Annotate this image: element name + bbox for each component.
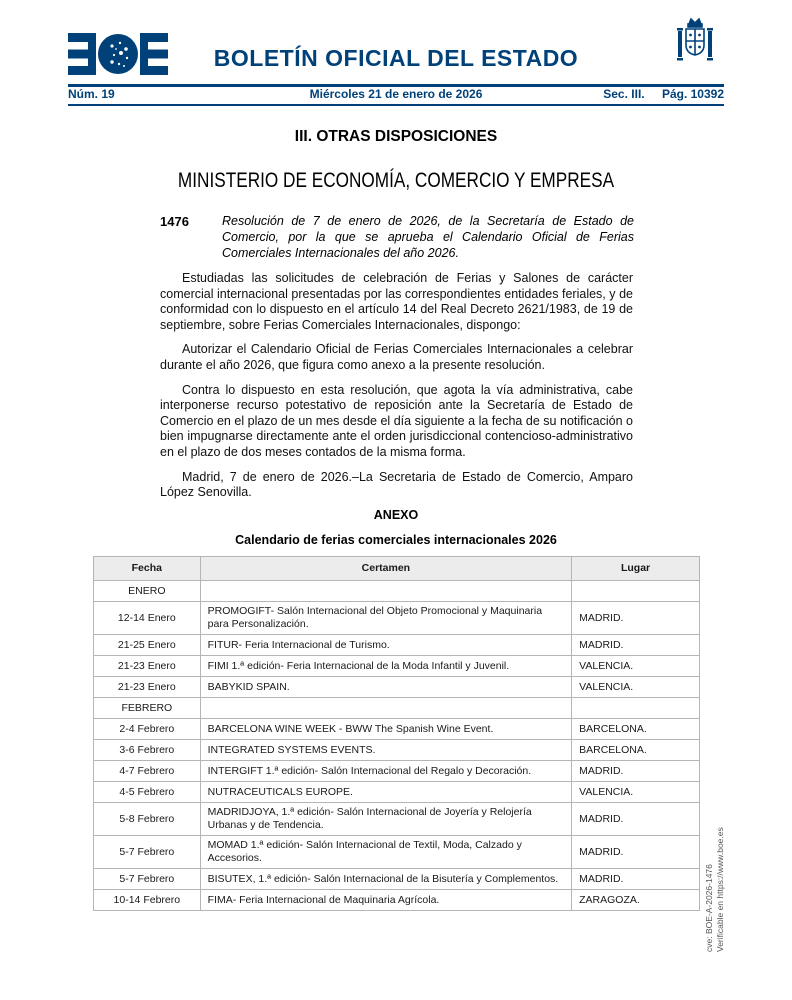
table-row	[94, 761, 700, 782]
cell-lugar: MADRID.	[572, 761, 700, 782]
cell-lugar: MADRID.	[572, 869, 700, 890]
cell-fecha: 3-6 Febrero	[94, 740, 201, 761]
cell-fecha: 5-8 Febrero	[94, 803, 201, 836]
page-ref: Pág. 10392	[661, 87, 724, 101]
cell-certamen	[200, 698, 571, 719]
annex-subtitle: Calendario de ferias comerciales internacionales 2026	[235, 533, 557, 547]
cell-lugar	[572, 698, 700, 719]
section-title: III. OTRAS DISPOSICIONES	[294, 128, 498, 145]
fairs-calendar-table	[93, 556, 700, 911]
cell-certamen: BISUTEX, 1.ª edición- Salón Internacional de la Bisutería y Complementos.	[200, 869, 571, 890]
cell-certamen: BABYKID SPAIN.	[200, 677, 571, 698]
cell-certamen: FITUR- Feria Internacional de Turismo.	[200, 635, 571, 656]
cell-lugar: VALENCIA.	[572, 656, 700, 677]
cell-lugar: ZARAGOZA.	[572, 890, 700, 911]
cell-certamen: FIMI 1.ª edición- Feria Internacional de la Moda Infantil y Juvenil.	[200, 656, 571, 677]
cell-fecha: 4-7 Febrero	[94, 761, 201, 782]
body-paragraph: Contra lo dispuesto en esta resolución, que agota la vía administrativa, cabe interponerse recurso potestativo de reposición ante la Secretaría de Estado de Comercio en el plazo de un mes desde el día siguiente a la fecha de su notificación o bien impugnarse directamente ante el orden jurisdiccional contencioso-administrativo en el plazo de dos meses contados de la misma forma.	[160, 382, 633, 459]
resolution-summary: Resolución de 7 de enero de 2026, de la Secretaría de Estado de Comercio, por la que se aprueba el Calendario Oficial de Ferias Comerciales Internacionales del año 2026.	[222, 214, 634, 260]
resolution-body	[160, 271, 633, 510]
table-row	[94, 656, 700, 677]
cell-lugar: VALENCIA.	[572, 782, 700, 803]
cell-fecha: 12-14 Enero	[94, 602, 201, 635]
cell-fecha: 21-23 Enero	[94, 656, 201, 677]
table-row	[94, 740, 700, 761]
cell-fecha: 5-7 Febrero	[94, 869, 201, 890]
cell-lugar: MADRID.	[572, 635, 700, 656]
header-rule-bottom	[68, 104, 724, 106]
body-paragraph-signature: Madrid, 7 de enero de 2026.–La Secretaria de Estado de Comercio, Amparo López Senovilla.	[160, 469, 633, 500]
issue-number: Núm. 19	[68, 87, 115, 101]
table-row	[94, 602, 700, 635]
cell-fecha: 5-7 Febrero	[94, 836, 201, 869]
table-row	[94, 782, 700, 803]
cell-fecha: 4-5 Febrero	[94, 782, 201, 803]
table-row	[94, 719, 700, 740]
verification-url: Verificable en https://www.boe.es	[715, 827, 725, 952]
body-paragraph: Estudiadas las solicitudes de celebración de Ferias y Salones de carácter comercial internacional presentadas por las correspondientes entidades feriales, y de conformidad con lo dispuesto en el artículo 14 del Real Decreto 2621/1983, de 19 de septiembre, sobre Ferias Comerciales Internacionales, dispongo:	[160, 271, 633, 332]
cell-certamen: FIMA- Feria Internacional de Maquinaria Agrícola.	[200, 890, 571, 911]
table-header-row	[94, 557, 700, 581]
cell-certamen: BARCELONA WINE WEEK - BWW The Spanish Wine Event.	[200, 719, 571, 740]
cell-certamen: NUTRACEUTICALS EUROPE.	[200, 782, 571, 803]
cell-fecha: 10-14 Febrero	[94, 890, 201, 911]
column-header-certamen: Certamen	[200, 557, 571, 581]
cell-lugar	[572, 581, 700, 602]
cell-lugar: MADRID.	[572, 602, 700, 635]
cell-lugar: MADRID.	[572, 836, 700, 869]
table-row	[94, 677, 700, 698]
month-row	[94, 698, 700, 719]
cell-fecha: 21-23 Enero	[94, 677, 201, 698]
column-header-fecha: Fecha	[94, 557, 201, 581]
section-page-ref	[603, 87, 724, 101]
cell-lugar: BARCELONA.	[572, 740, 700, 761]
spain-coat-of-arms-icon	[676, 15, 714, 72]
cell-fecha: ENERO	[94, 581, 201, 602]
table-body	[94, 581, 700, 911]
table-row	[94, 803, 700, 836]
cell-fecha: 2-4 Febrero	[94, 719, 201, 740]
column-header-lugar: Lugar	[572, 557, 700, 581]
cve-code: cve: BOE-A-2026-1476	[704, 864, 714, 952]
table-row	[94, 836, 700, 869]
annex-title: ANEXO	[373, 508, 419, 522]
issue-info-bar	[68, 87, 724, 102]
cell-certamen: INTERGIFT 1.ª edición- Salón Internacional del Regalo y Decoración.	[200, 761, 571, 782]
cell-lugar: VALENCIA.	[572, 677, 700, 698]
cell-lugar: BARCELONA.	[572, 719, 700, 740]
cell-certamen: PROMOGIFT- Salón Internacional del Objeto Promocional y Maquinaria para Personalización.	[200, 602, 571, 635]
cell-certamen	[200, 581, 571, 602]
masthead-title: BOLETÍN OFICIAL DEL ESTADO	[213, 45, 579, 71]
body-paragraph: Autorizar el Calendario Oficial de Ferias Comerciales Internacionales a celebrar durante el año 2026, que figura como anexo a la presente resolución.	[160, 342, 633, 372]
verification-sidebar	[704, 782, 726, 952]
month-row	[94, 581, 700, 602]
issue-date: Miércoles 21 de enero de 2026	[309, 87, 483, 101]
cell-certamen: MADRIDJOYA, 1.ª edición- Salón Internacional de Joyería y Relojería Urbanas y de Tendencia.	[200, 803, 571, 836]
ministry-title: MINISTERIO DE ECONOMÍA, COMERCIO Y EMPRESA	[177, 168, 615, 192]
cell-certamen: MOMAD 1.ª edición- Salón Internacional de Textil, Moda, Calzado y Accesorios.	[200, 836, 571, 869]
resolution-number: 1476	[160, 214, 189, 229]
table-row	[94, 869, 700, 890]
cell-fecha: 21-25 Enero	[94, 635, 201, 656]
table-row	[94, 890, 700, 911]
cell-certamen: INTEGRATED SYSTEMS EVENTS.	[200, 740, 571, 761]
cell-fecha: FEBRERO	[94, 698, 201, 719]
table-row	[94, 635, 700, 656]
cell-lugar: MADRID.	[572, 803, 700, 836]
section-ref: Sec. III.	[603, 87, 645, 101]
